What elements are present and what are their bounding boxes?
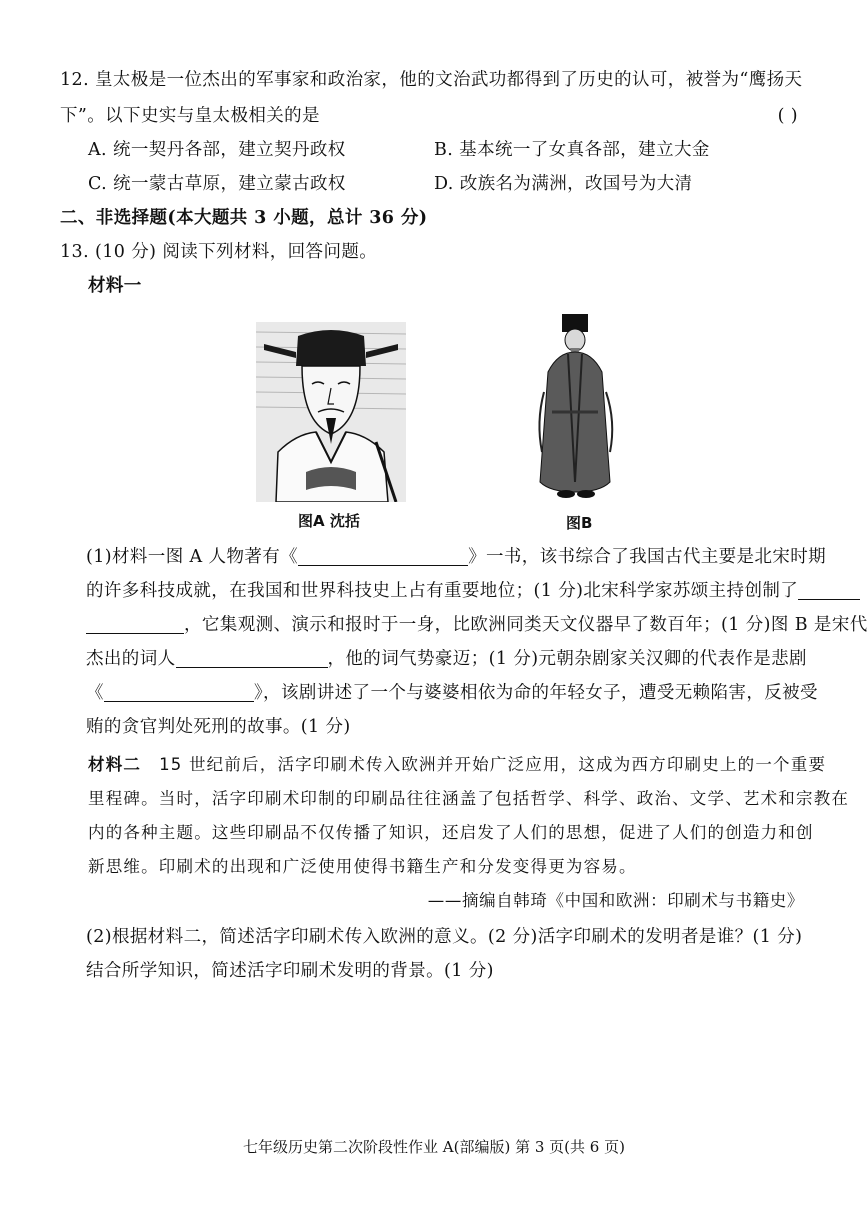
subq1-text-b: 》一书，该书综合了我国古代主要是北宋时期 (468, 547, 827, 567)
subq1-line4 (86, 647, 807, 671)
shen-kuo-portrait-image (256, 322, 406, 502)
figure-a-caption: 图A 沈括 (298, 512, 360, 530)
subq1-text-f: ，他的词气势豪迈；(1 分)元朝杂剧家关汉卿的代表作是悲剧 (327, 649, 807, 669)
page-footer: 七年级历史第二次阶段性作业 A(部编版) 第 3 页(共 6 页) (243, 1138, 625, 1156)
material-two-line3: 内的各种主题。这些印刷品不仅传播了知识，还启发了人们的思想，促进了人们的创造力和创 (88, 823, 814, 842)
material-two-text1: 15 世纪前后，活字印刷术传入欧洲并开始广泛应用，这成为西方印刷史上的一个重要 (159, 755, 827, 774)
material-one-label: 材料一 (88, 276, 142, 296)
q12-option-a: A. 统一契丹各部，建立契丹政权 (88, 140, 346, 160)
subq1-text-d: ，它集观测、演示和报时于一身，比欧洲同类天文仪器早了数百年；(1 分)图 B 是宋代 (184, 615, 868, 635)
q12-option-c: C. 统一蒙古草原，建立蒙古政权 (88, 174, 346, 194)
answer-blank-book-title[interactable] (298, 547, 468, 566)
subq1-line1 (86, 545, 826, 569)
q12-option-b: B. 基本统一了女真各部，建立大金 (434, 140, 710, 160)
subq1-line3 (86, 613, 868, 637)
answer-blank-poet[interactable] (176, 649, 328, 668)
subq2-line1: (2)根据材料二，简述活字印刷术传入欧洲的意义。(2 分)活字印刷术的发明者是谁？(1 分) (86, 927, 803, 947)
answer-parentheses: ( ) (777, 106, 798, 126)
subq1-line2 (86, 579, 860, 603)
subq1-text-a: (1)材料一图 A 人物著有《 (86, 547, 299, 567)
subq1-line6: 贿的贪官判处死刑的故事。(1 分) (86, 717, 351, 737)
subq1-text-h: 》，该剧讲述了一个与婆婆相依为命的年轻女子，遭受无赖陷害，反被受 (253, 683, 818, 703)
section-heading: 二、非选择题(本大题共 3 小题，总计 36 分) (60, 208, 428, 228)
subq2-line2: 结合所学知识，简述活字印刷术发明的背景。(1 分) (86, 961, 494, 981)
material-two-source: ——摘编自韩琦《中国和欧洲：印刷术与书籍史》 (427, 891, 804, 910)
material-two-label: 材料二 (88, 755, 142, 774)
answer-blank-instrument-part1[interactable] (798, 581, 860, 600)
material-two-line2: 里程碑。当时，活字印刷术印制的印刷品往往涵盖了包括哲学、科学、政治、文学、艺术和宗教在 (88, 789, 850, 808)
subq1-text-g: 《 (86, 683, 104, 703)
q13-intro: 13. (10 分) 阅读下列材料，回答问题。 (60, 242, 378, 262)
q12-stem-line2: 下”。以下史实与皇太极相关的是 (60, 106, 320, 126)
answer-blank-drama[interactable] (104, 683, 254, 702)
q12-option-d: D. 改族名为满洲，改国号为大清 (434, 174, 693, 194)
q12-stem-line1: 12. 皇太极是一位杰出的军事家和政治家，他的文治武功都得到了历史的认可，被誉为“鹰扬天 (60, 70, 803, 90)
subq1-text-c: 的许多科技成就，在我国和世界科技史上占有重要地位；(1 分)北宋科学家苏颂主持创制了 (86, 581, 799, 601)
song-poet-figure-image (530, 312, 622, 500)
figure-b-caption: 图B (566, 514, 593, 532)
answer-blank-instrument-part2[interactable] (86, 615, 184, 634)
material-two-line4: 新思维。印刷术的出现和广泛使用使得书籍生产和分发变得更为容易。 (88, 857, 637, 876)
subq1-line5 (86, 681, 818, 705)
material-two-line1 (88, 753, 826, 777)
subq1-text-e: 杰出的词人 (86, 649, 176, 669)
